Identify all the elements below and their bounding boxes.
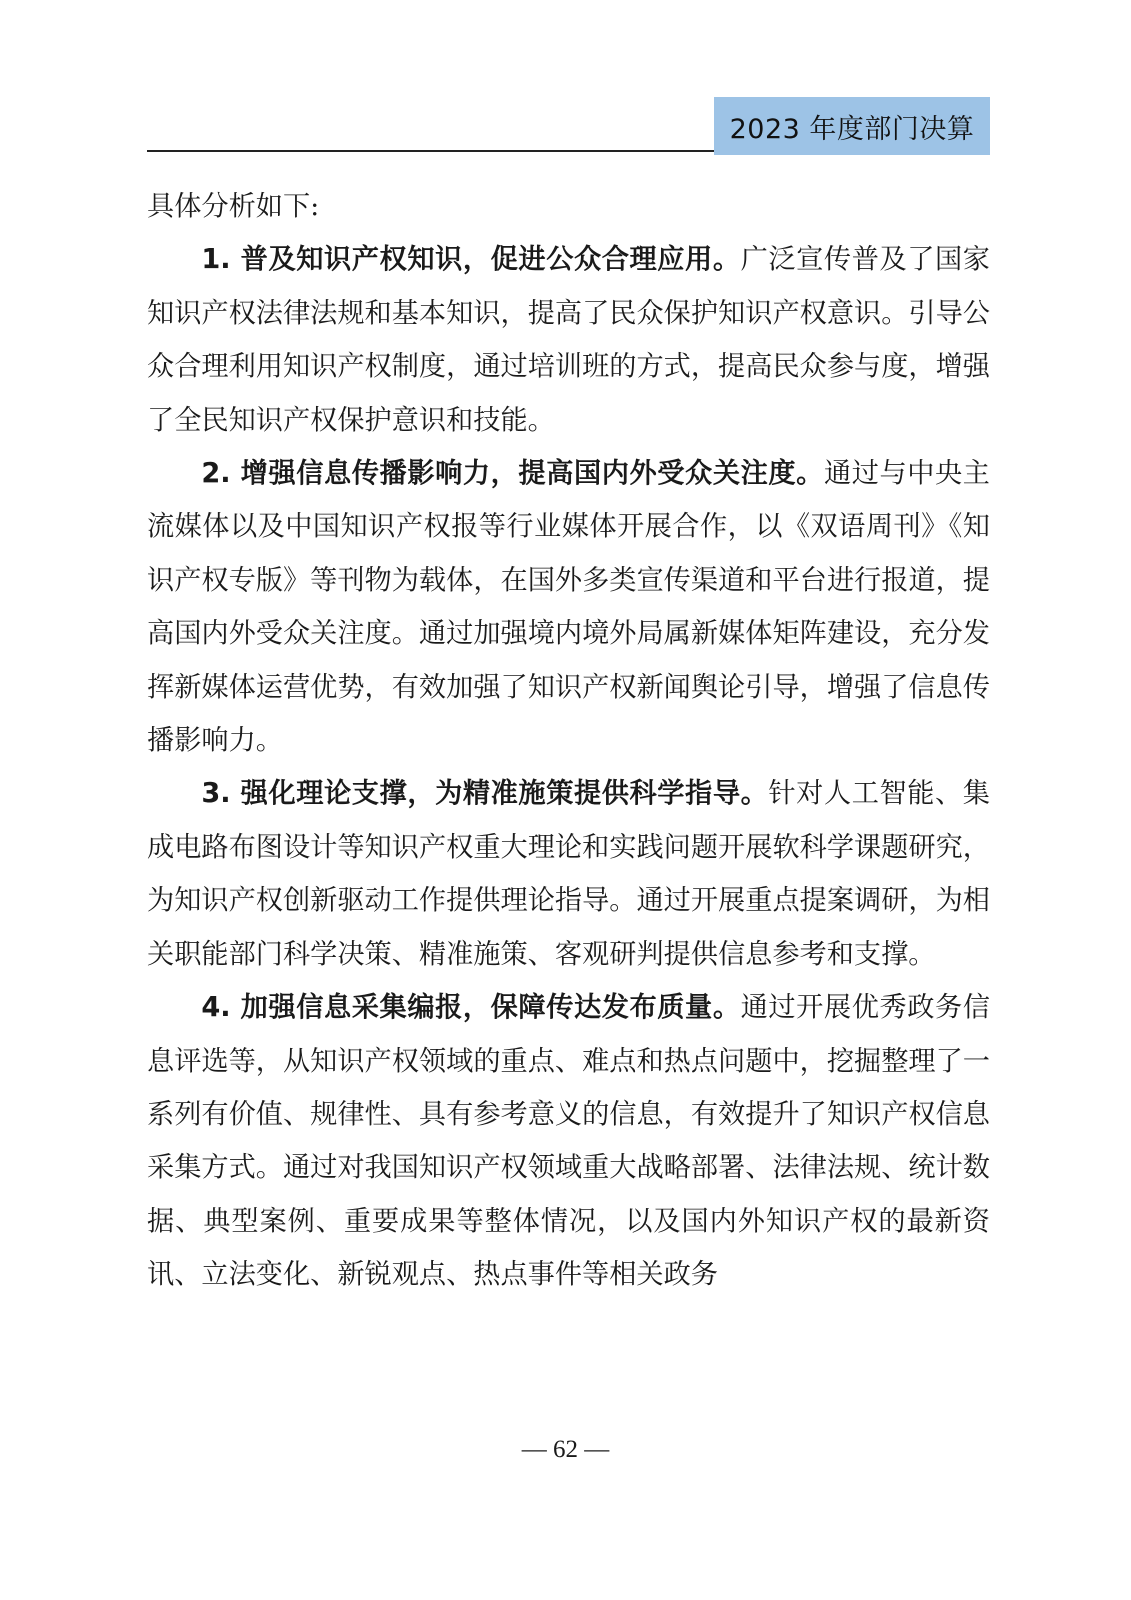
item-body: 广泛宣传普及了国家知识产权法律法规和基本知识，提高了民众保护知识产权意识。引导公众合理利用知识产权制度，通过培训班的方式，提高民众参与度，增强了全民知识产权保护意识和技能。 bbox=[147, 244, 990, 436]
list-item bbox=[147, 233, 990, 447]
list-item bbox=[147, 767, 990, 981]
header-title-badge bbox=[714, 97, 990, 155]
item-body: 通过开展优秀政务信息评选等，从知识产权领域的重点、难点和热点问题中，挖掘整理了一系列有价值、规律性、具有参考意义的信息，有效提升了知识产权信息采集方式。通过对我国知识产权领域重大战略部署、法律法规、统计数据、典型案例、重要成果等整体情况，以及国内外知识产权的最新资讯、立法变化、新锐观点、热点事件等相关政务 bbox=[147, 992, 990, 1291]
list-item bbox=[147, 447, 990, 767]
document-body bbox=[147, 180, 990, 1302]
page-number: — 62 — bbox=[521, 1436, 610, 1463]
item-title: 1. 普及知识产权知识，促进公众合理应用。 bbox=[201, 244, 741, 276]
item-body: 针对人工智能、集成电路布图设计等知识产权重大理论和实践问题开展软科学课题研究，为知识产权创新驱动工作提供理论指导。通过开展重点提案调研，为相关职能部门科学决策、精准施策、客观研判提供信息参考和支撑。 bbox=[147, 778, 990, 970]
header-title: 2023 年度部门决算 bbox=[729, 113, 975, 145]
item-body: 通过与中央主流媒体以及中国知识产权报等行业媒体开展合作，以《双语周刊》《知识产权专版》等刊物为载体，在国外多类宣传渠道和平台进行报道，提高国内外受众关注度。通过加强境内境外局属新媒体矩阵建设，充分发挥新媒体运营优势，有效加强了知识产权新闻舆论引导，增强了信息传播影响力。 bbox=[147, 458, 990, 757]
intro-paragraph: 具体分析如下: bbox=[147, 191, 320, 222]
list-item bbox=[147, 981, 990, 1301]
item-title: 3. 强化理论支撑，为精准施策提供科学指导。 bbox=[201, 778, 769, 810]
item-title: 4. 加强信息采集编报，保障传达发布质量。 bbox=[201, 992, 741, 1024]
item-title: 2. 增强信息传播影响力，提高国内外受众关注度。 bbox=[201, 458, 824, 490]
